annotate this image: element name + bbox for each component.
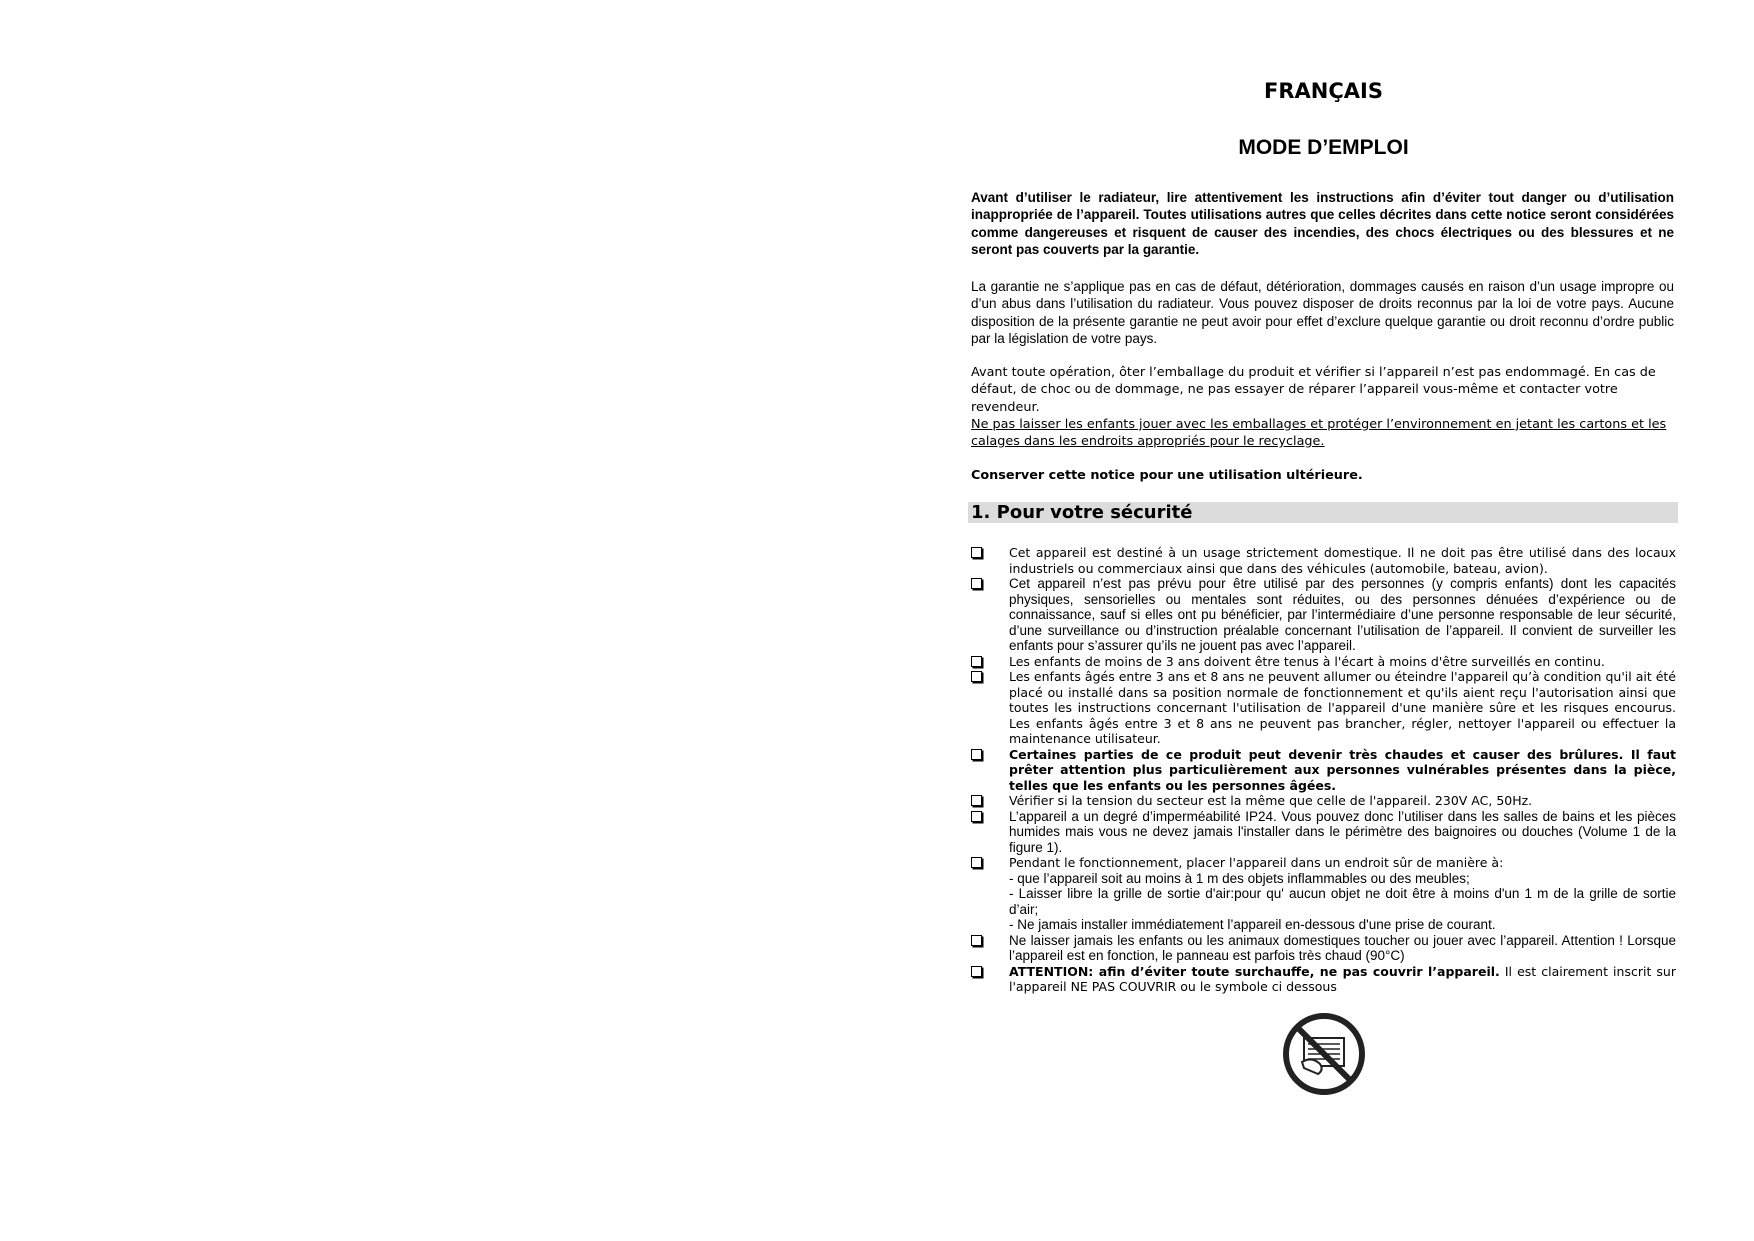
keep-notice: Conserver cette notice pour une utilisation ultérieure. (971, 468, 1363, 483)
checkbox-bullet-icon (971, 857, 982, 868)
attention-text: Il est clairement inscrit sur l'appareil NE PAS COUVRIR ou le symbole ci dessous (1009, 963, 1676, 994)
checkbox-bullet-icon (971, 547, 982, 558)
page-title: MODE D’EMPLOI (1238, 136, 1409, 159)
checkbox-bullet-icon (971, 578, 982, 589)
list-item: Les enfants de moins de 3 ans doivent être tenus à l'écart à moins d'être surveillés en continu. (971, 654, 1676, 670)
sub-item: - que l’appareil soit au moins à 1 m des objets inflammables ou des meubles; (1009, 870, 1470, 886)
checkbox-bullet-icon (971, 966, 982, 977)
safety-list (971, 545, 1676, 995)
do-not-cover-icon (1282, 1012, 1366, 1096)
language-heading: FRANÇAIS (1264, 79, 1383, 103)
list-item: Certaines parties de ce produit peut devenir très chaudes et causer des brûlures. Il faut prêter attention plus particulièrement aux personnes vulnérables présentes dans la pièce, telles que les enfants ou les personnes âgées. (971, 747, 1676, 794)
sub-item: - Ne jamais installer immédiatement l’appareil en-dessous d'une prise de courant. (1009, 917, 1496, 932)
intro-warning: Avant d’utiliser le radiateur, lire attentivement les instructions afin d’éviter tout danger ou d’utilisation inappropriée de l’appareil. Toutes utilisations autres que celles décrites dans cette notice seront considérées comme dangereuses et risquent de causer des incendies, des chocs électriques ou des blessures et ne seront pas couverts par la garantie. (971, 190, 1674, 257)
attention-label: ATTENTION: afin d’éviter toute surchauffe, ne pas couvrir l’appareil. (1009, 963, 1500, 979)
checkbox-bullet-icon (971, 811, 982, 822)
list-item: Pendant le fonctionnement, placer l'appareil dans un endroit sûr de manière à: - que l’appareil soit au moins à 1 m des objets inflammables ou des meubles; - Laisser libre la grille de sortie d'air:pour qu' aucun objet ne doit être à moins d'un 1 m de la grille de sortie d’air; - Ne jamais installer immédiatement l’appareil en-dessous d'une prise de courant. (971, 855, 1676, 933)
checkbox-bullet-icon (971, 656, 982, 667)
list-item (971, 964, 1676, 995)
packaging-note: Ne pas laisser les enfants jouer avec les emballages et protéger l’environnement en jetant les cartons et les calages dans les endroits appropriés pour le recyclage. (971, 416, 1667, 450)
checkbox-bullet-icon (971, 795, 982, 806)
checkbox-bullet-icon (971, 749, 982, 760)
checkbox-bullet-icon (971, 935, 982, 946)
section-header (968, 502, 1678, 523)
list-item: Cet appareil n’est pas prévu pour être utilisé par des personnes (y compris enfants) dont les capacités physiques, sensorielles ou mentales sont réduites, ou des personnes dénuées d’expérience ou de connaissance, sauf si elles ont pu bénéficier, par l’intermédiaire d’une personne responsable de leur sécurité, d’une surveillance ou d’instruction préalable concernant l’utilisation de l’appareil. Il convient de surveiller les enfants pour s’assurer qu’ils ne jouent pas avec l’appareil. (971, 576, 1676, 654)
unpacking-paragraph (971, 364, 1674, 450)
list-item: Cet appareil est destiné à un usage strictement domestique. Il ne doit pas être utilisé dans des locaux industriels ou commerciaux ainsi que dans des véhicules (automobile, bateau, avion). (971, 545, 1676, 576)
section-title: 1. Pour votre sécurité (971, 502, 1193, 523)
list-item: Ne laisser jamais les enfants ou les animaux domestiques toucher ou jouer avec l’appareil. Attention ! Lorsque l’appareil est en fonction, le panneau est parfois très chaud (90°C) (971, 933, 1676, 964)
guarantee-paragraph: La garantie ne s’applique pas en cas de défaut, détérioration, dommages causés en raison d’un usage impropre ou d’un abus dans l’utilisation du radiateur. Vous pouvez disposer de droits reconnus par la loi de votre pays. Aucune disposition de la présente garantie ne peut avoir pour effet d’exclure quelque garantie ou droit reconnu d’ordre public par la législation de votre pays. (971, 279, 1674, 346)
checkbox-bullet-icon (971, 671, 982, 682)
unpacking-text: Avant toute opération, ôter l’emballage du produit et vérifier si l’appareil n’est pas endommagé. En cas de défaut, de choc ou de dommage, ne pas essayer de réparer l’appareil vous-même et contacter votre revendeur. (971, 365, 1656, 415)
list-item: Vérifier si la tension du secteur est la même que celle de l'appareil. 230V AC, 50Hz. (971, 793, 1676, 809)
list-item: Les enfants âgés entre 3 ans et 8 ans ne peuvent allumer ou éteindre l'appareil qu’à condition qu'il ait été placé ou installé dans sa position normale de fonctionnement et qu'ils aient reçu l'autorisation ainsi que toutes les instructions concernant l'utilisation de l'appareil d'une manière sûre et les risques encourus. Les enfants âgés entre 3 et 8 ans ne peuvent pas brancher, régler, nettoyer l'appareil ou effectuer la maintenance utilisateur. (971, 669, 1676, 747)
sub-item: - Laisser libre la grille de sortie d'air:pour qu' aucun objet ne doit être à moins d'un 1 m de la grille de sortie d’air; (1009, 886, 1676, 917)
list-item: L’appareil a un degré d’imperméabilité IP24. Vous pouvez donc l’utiliser dans les salles de bains et les pièces humides mais vous ne devez jamais l'installer dans le périmètre des baignoires ou douches (Volume 1 de la figure 1). (971, 809, 1676, 856)
